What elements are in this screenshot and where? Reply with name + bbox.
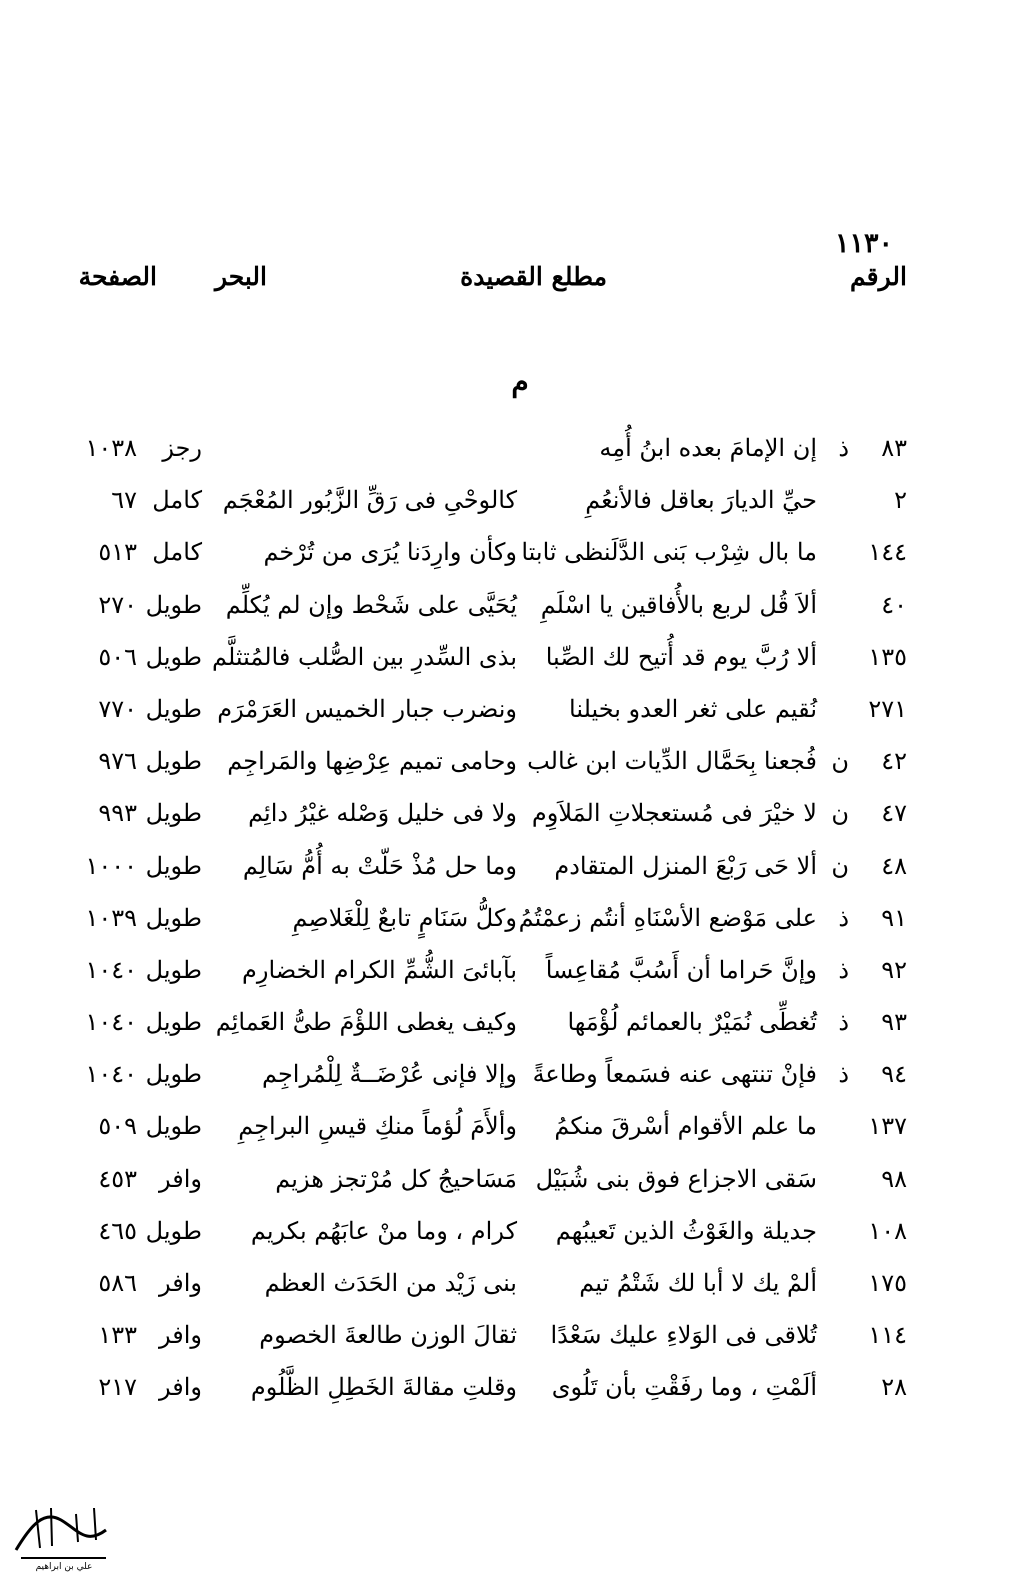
entry-meter: كامل [152,538,202,567]
entry-second-hemistich: بنى زَيْد من الحَدَث العظم [264,1269,517,1297]
entry-page: ٥٠٩ [98,1112,137,1141]
entry-page: ٢٧٠ [98,590,137,619]
entry-meter: طويل [145,903,202,932]
entry-meter: طويل [145,851,202,880]
entry-meter: طويل [145,799,202,828]
stamp-subtext: علي بن ابراهيم [35,1562,93,1572]
entry-number: ٢ [894,486,907,515]
index-entry [62,1369,907,1421]
entry-number: ٤٠ [881,590,907,619]
entry-page: ٤٦٥ [98,1216,137,1245]
index-entry [62,1108,907,1160]
entry-second-hemistich: وكيف يغطى اللؤْمَ طىُّ العَمائِم [215,1008,517,1037]
entry-second-hemistich: كرام ، وما منْ عابَهُم بكريم [250,1216,517,1245]
entry-second-hemistich: ولا فى خليل وَصْله غيْرُ دائِم [248,799,517,828]
entry-first-hemistich: ما علم الأقوام أسْرقَ منكمُ [554,1112,817,1141]
header-page: الصفحة [78,262,157,291]
entry-first-hemistich: ألا رُبَّ يوم قد أُتيح لك الصِّبا [545,642,817,671]
entry-first-hemistich: تُلاقى فى الوَلاءِ عليك سَعْدًا [550,1321,817,1350]
index-entry [62,900,907,952]
entry-meter: طويل [145,1216,202,1245]
entry-reference: ن [831,799,849,828]
index-entries [62,430,907,1422]
entry-number: ٩٨ [881,1164,907,1193]
index-entry [62,1317,907,1369]
entry-number: ٢٨ [881,1373,907,1402]
entry-second-hemistich: وقلتِ مقالةَ الخَطِلِ الظَّلُوم [250,1373,517,1402]
entry-page: ١٠٠٠ [85,851,137,880]
index-entry [62,587,907,639]
entry-first-hemistich: ألاَ قُل لربع بالأُفاقين يا اسْلَمِ [540,590,817,619]
entry-second-hemistich: بآبائىَ الشُّمِّ الكرام الخضارِم [242,955,517,984]
entry-page: ١٠٣٩ [85,903,137,932]
entry-number: ١١٤ [868,1321,907,1350]
entry-second-hemistich: وكأن وارِدَنا يُرَى من تُرْخم [263,538,517,567]
entry-number: ٩٢ [881,955,907,984]
entry-reference: ذ [838,903,849,932]
header-number: الرقم [850,262,907,291]
entry-reference: ذ [838,955,849,984]
entry-second-hemistich: وكلُّ سَنَامٍ تابعٌ لِلْغَلاصِمِ [292,903,517,932]
entry-number: ٩٣ [881,1008,907,1037]
entry-number: ١٠٨ [868,1216,907,1245]
entry-second-hemistich: وألأَمَ لُؤماً منكِ قيسِ البراجِمِ [238,1112,517,1141]
entry-meter: وافر [159,1321,202,1350]
entry-meter: طويل [145,1060,202,1089]
entry-first-hemistich: ما بال شِرْب بَنى الدَّلَنظى ثابتا [521,538,817,567]
header-meter: البحر [214,262,267,291]
library-stamp [6,1490,124,1572]
entry-reference: ذ [838,1008,849,1037]
index-entry [62,1004,907,1056]
index-entry [62,743,907,795]
header-poem-opening: مطلع القصيدة [460,262,607,291]
entry-page: ٩٩٣ [98,799,137,828]
entry-first-hemistich: ألَمْتِ ، وما رفَقْتِ بأن تَلُوى [551,1373,817,1402]
entry-page: ٢١٧ [98,1373,137,1402]
entry-first-hemistich: على مَوْضع الأسْنَاهِ أنتُم زعمْتُمُ [518,903,817,932]
entry-first-hemistich: نُقيم على ثغر العدو بخيلنا [569,694,817,723]
entry-page: ١٠٤٠ [85,1008,137,1037]
entry-number: ٤٨ [881,851,907,880]
column-header-row [62,262,907,296]
index-entry [62,848,907,900]
entry-meter: وافر [159,1373,202,1402]
page-number: ١١٣٠ [834,228,893,259]
index-entry [62,1161,907,1213]
entry-reference: ن [831,851,849,880]
index-entry [62,691,907,743]
entry-reference: ن [831,747,849,776]
entry-second-hemistich: وإلا فإنى عُرْضَــةٌ لِلْمُراجِم [261,1060,517,1089]
entry-first-hemistich: لا خيْرَ فى مُستعجلاتِ المَلاَوِم [531,799,817,828]
index-entry [62,952,907,1004]
entry-first-hemistich: إن الإمامَ بعده ابنُ أُمِه [599,434,817,462]
index-entry [62,430,907,482]
entry-second-hemistich: مَسَاحيجُ كل مُرْتجز هزيم [275,1164,517,1193]
section-letter: م [511,365,529,398]
entry-page: ١٠٤٠ [85,1060,137,1089]
entry-meter: كامل [152,486,202,515]
entry-number: ٢٧١ [868,694,907,723]
index-entry [62,482,907,534]
entry-number: ١٣٥ [868,642,907,671]
index-entry [62,1213,907,1265]
entry-number: ١٣٧ [868,1112,907,1141]
entry-number: ٤٢ [881,747,907,776]
entry-page: ٤٥٣ [98,1164,137,1193]
entry-meter: طويل [145,590,202,619]
entry-number: ٤٧ [881,799,907,828]
entry-number: ٨٣ [881,434,907,462]
entry-second-hemistich: بذى السِّدرِ بين الصُّلب فالمُتثلَّم [211,642,517,671]
entry-reference: ذ [838,434,849,462]
entry-page: ٩٧٦ [98,747,137,776]
entry-first-hemistich: فإنْ تنتهى عنه فسَمعاً وطاعةً [532,1060,817,1089]
entry-number: ١٤٤ [868,538,907,567]
entry-meter: طويل [145,1112,202,1141]
entry-number: ١٧٥ [868,1269,907,1297]
entry-page: ٥٠٦ [98,642,137,671]
entry-number: ٩١ [881,903,907,932]
entry-meter: طويل [145,955,202,984]
entry-page: ١٠٤٠ [85,955,137,984]
index-entry [62,534,907,586]
entry-page: ٦٧ [111,486,137,515]
entry-number: ٩٤ [881,1060,907,1089]
entry-first-hemistich: تُغطِّى نُمَيْرٌ بالعمائم لُؤْمَها [567,1008,817,1037]
entry-reference: ذ [838,1060,849,1089]
entry-second-hemistich: ونضرب جبار الخميس العَرَمْرَم [217,694,517,723]
entry-page: ٥٨٦ [98,1269,137,1297]
entry-first-hemistich: ألا حَى رَبْعَ المنزل المتقادم [554,851,817,880]
entry-page: ١٣٣ [98,1321,137,1350]
entry-first-hemistich: حيِّ الديارَ بعاقل فالأنعُمِ [585,486,817,515]
entry-meter: رجز [162,434,202,462]
entry-page: ٥١٣ [98,538,137,567]
entry-meter: طويل [145,747,202,776]
entry-page: ٧٧٠ [98,694,137,723]
entry-meter: وافر [159,1269,202,1297]
index-entry [62,1056,907,1108]
index-entry [62,639,907,691]
entry-meter: طويل [145,694,202,723]
index-entry [62,795,907,847]
entry-second-hemistich: كالوحْىِ فى رَقِّ الزَّبُور المُعْجَم [222,486,517,515]
entry-first-hemistich: سَقى الاجزاع فوق بنى شُبَيْل [535,1164,817,1193]
entry-first-hemistich: وإنَّ حَراما أن أَسُبَّ مُقاعِساً [545,955,817,984]
entry-meter: طويل [145,642,202,671]
entry-first-hemistich: فُجعنا بِحَمَّال الدِّيات ابن غالب [527,747,817,776]
entry-meter: طويل [145,1008,202,1037]
index-entry [62,1265,907,1317]
entry-first-hemistich: جديلة والغَوْثُ الذين تَعيبُهم [555,1216,817,1245]
entry-second-hemistich: وحامى تميم عِرْضِها والمَراجِم [227,747,517,776]
entry-second-hemistich: يُحَيَّى على شَحْط وإن لم يُكلِّم [225,590,517,619]
entry-page: ١٠٣٨ [85,434,137,462]
entry-first-hemistich: ألمْ يك لا أبا لك شَتْمُ تيم [579,1269,817,1297]
entry-meter: وافر [159,1164,202,1193]
entry-second-hemistich: وما حل مُذْ حَلّتْ به أُمُّ سَالِم [242,851,517,880]
entry-second-hemistich: ثقالَ الوزن طالعةَ الخصوم [259,1321,517,1350]
